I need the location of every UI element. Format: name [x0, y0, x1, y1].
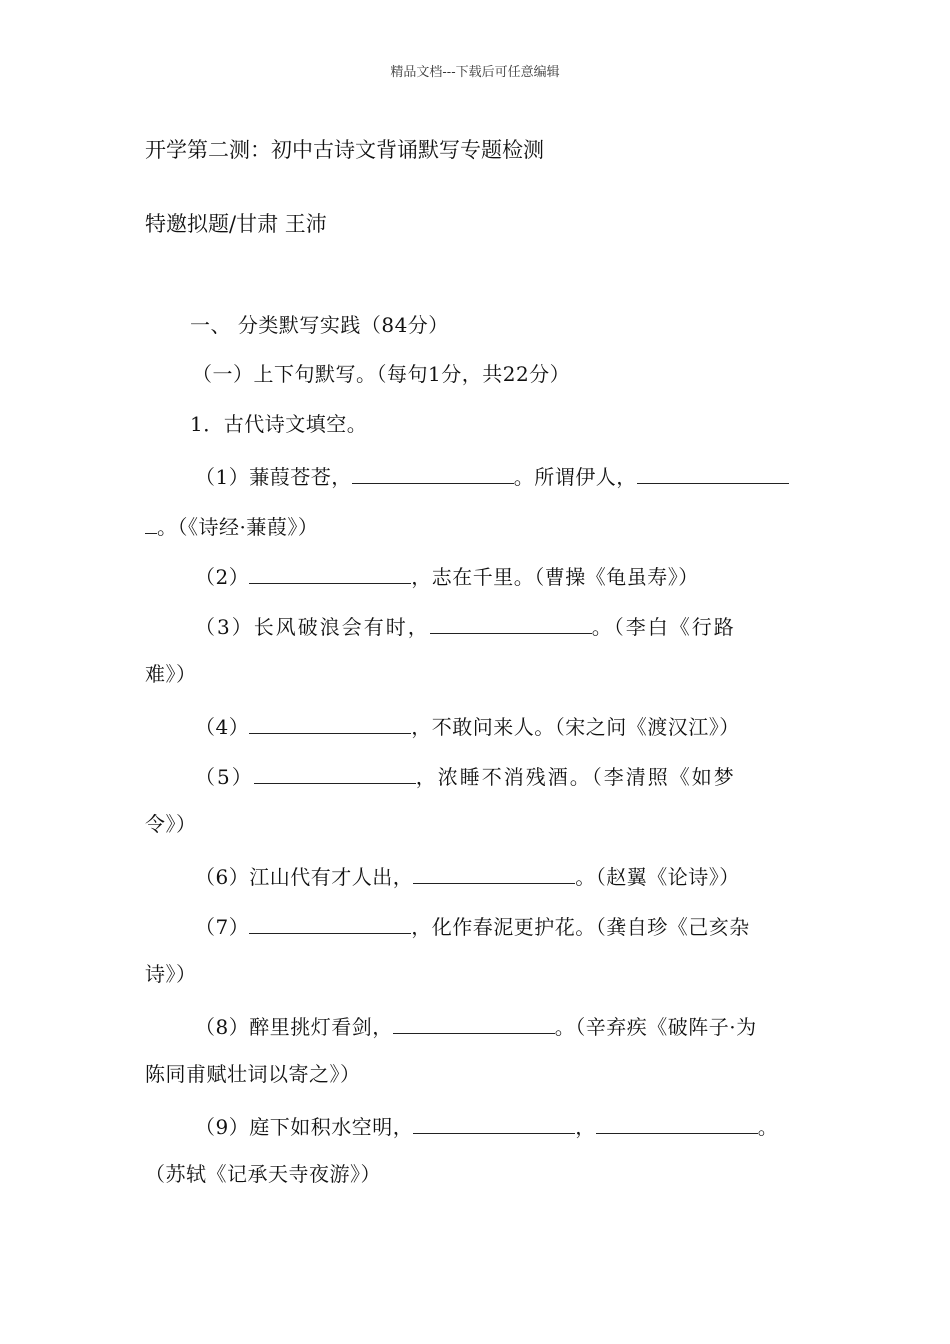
- answer-blank[interactable]: [393, 1014, 555, 1034]
- answer-blank[interactable]: [249, 914, 411, 934]
- item-5-text-a: （5）: [195, 765, 254, 789]
- item-7-text-b: ，化作春泥更护花。（龚自珍《己亥杂: [411, 915, 750, 939]
- item-5-text-b: ，浓睡不消残酒。（李清照《如梦: [415, 765, 736, 789]
- answer-blank[interactable]: [254, 764, 416, 784]
- item-5: [195, 764, 736, 787]
- item-8-text-b: 。（辛弃疾《破阵子·为: [554, 1015, 757, 1039]
- item-1-text-c: 。（《诗经·蒹葭》）: [157, 515, 319, 539]
- subsection-heading: （一）上下句默写。（每句1分，共22分）: [192, 362, 571, 386]
- item-9-text-a: （9）庭下如积水空明，: [195, 1115, 414, 1139]
- item-3-text-a: （3）长风破浪会有时，: [195, 615, 430, 639]
- item-8-text-a: （8）醉里挑灯看剑，: [195, 1015, 393, 1039]
- item-2-text-a: （2）: [195, 565, 250, 589]
- item-6-text-a: （6）江山代有才人出，: [195, 865, 414, 889]
- answer-blank[interactable]: [430, 614, 592, 634]
- answer-blank[interactable]: [249, 714, 411, 734]
- page-header: 精品文档---下载后可任意编辑: [390, 65, 560, 80]
- item-9-text-c: 。: [757, 1115, 779, 1139]
- answer-blank[interactable]: [637, 464, 789, 484]
- item-1-text-b: 。所谓伊人，: [513, 465, 637, 489]
- item-9-text-b: ，: [575, 1115, 596, 1139]
- author-line: 特邀拟题/甘肃 王沛: [145, 212, 327, 236]
- item-6-text-b: 。（赵翼《论诗》）: [575, 865, 740, 889]
- item-5-cont: 令》）: [145, 812, 197, 836]
- item-4: [195, 714, 740, 737]
- section-heading: 一、 分类默写实践（84分）: [190, 313, 449, 337]
- item-3-cont: 难》）: [145, 662, 197, 686]
- item-3: [195, 614, 736, 637]
- item-7-cont: 诗》）: [145, 962, 197, 986]
- item-8-cont: 陈同甫赋壮词以寄之》）: [145, 1062, 361, 1086]
- item-4-text-b: ，不敢问来人。（宋之问《渡汉江》）: [411, 715, 740, 739]
- item-2: [195, 564, 699, 587]
- item-3-text-b: 。（李白《行路: [591, 615, 736, 639]
- question-title: 1．古代诗文填空。: [190, 412, 368, 436]
- item-1-text-a: （1）蒹葭苍苍，: [195, 465, 352, 489]
- item-6: [195, 864, 740, 887]
- answer-blank[interactable]: [413, 864, 575, 884]
- item-7-text-a: （7）: [195, 915, 250, 939]
- document-title: 开学第二测：初中古诗文背诵默写专题检测: [145, 138, 544, 162]
- answer-blank[interactable]: [413, 1114, 575, 1134]
- answer-blank[interactable]: [145, 514, 157, 534]
- item-4-text-a: （4）: [195, 715, 250, 739]
- item-2-text-b: ，志在千里。（曹操《龟虽寿》）: [411, 565, 699, 589]
- item-1: [195, 464, 789, 487]
- answer-blank[interactable]: [249, 564, 411, 584]
- item-8: [195, 1014, 757, 1037]
- item-9: [195, 1114, 778, 1137]
- item-1-cont: [145, 514, 318, 537]
- item-7: [195, 914, 750, 937]
- answer-blank[interactable]: [596, 1114, 758, 1134]
- answer-blank[interactable]: [352, 464, 514, 484]
- item-9-cont: （苏轼《记承天寺夜游》）: [145, 1162, 381, 1186]
